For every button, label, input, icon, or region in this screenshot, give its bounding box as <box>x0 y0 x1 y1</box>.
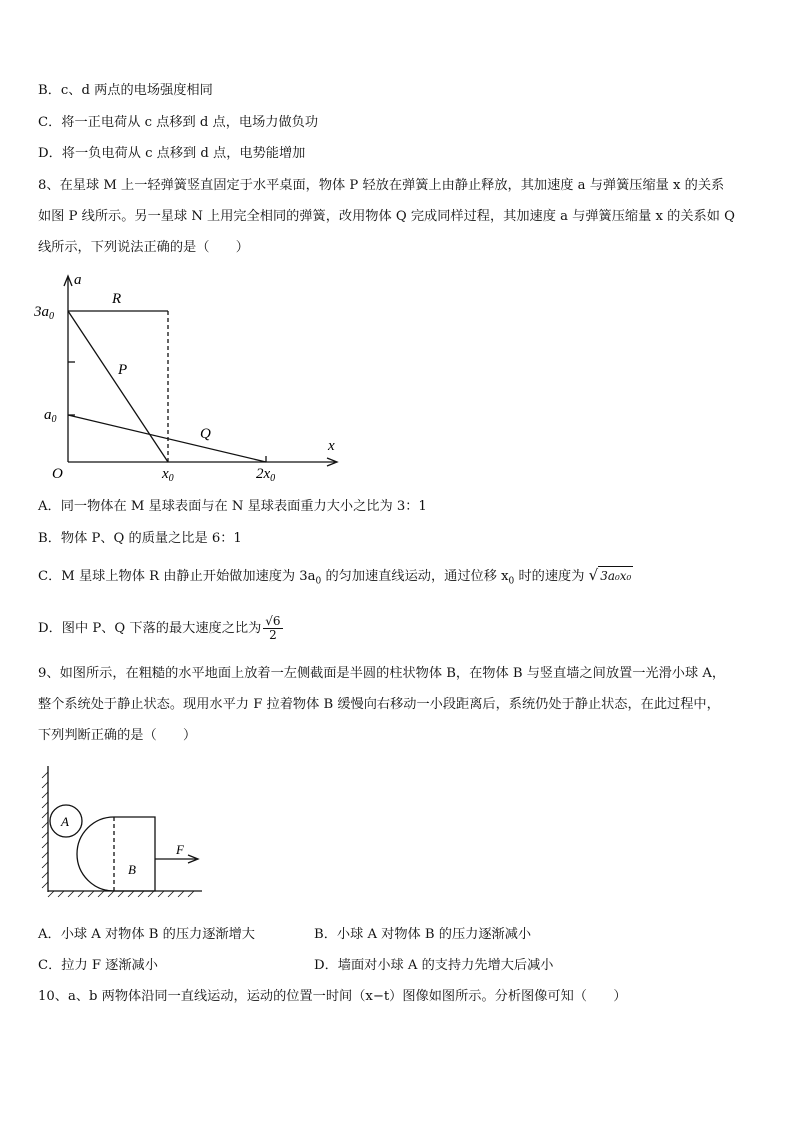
q9-stem-line3: 下列判断正确的是（ ） <box>38 728 197 743</box>
q9-figure <box>40 762 220 898</box>
q9-option-d: D．墙面对小球 A 的支持力先增大后减小 <box>314 958 554 973</box>
q9-label-b: B <box>128 862 136 877</box>
q9-stem-line2: 整个系统处于静止状态。现用水平力 F 拉着物体 B 缓慢向右移动一小段距离后，系统仍处于静止状态，在此过程中， <box>38 697 720 712</box>
q8-label-p: P <box>118 362 128 378</box>
q9-stem-line1: 9、如图所示，在粗糙的水平地面上放着一左侧截面是半圆的柱状物体 B，在物体 B 与竖直墙之间放置一光滑小球 A， <box>38 666 726 681</box>
q8-tick-2x0: $2x_0$ <box>256 466 276 483</box>
q8-label-r: R <box>112 291 122 307</box>
q8-option-a: A．同一物体在 M 星球表面与在 N 星球表面重力大小之比为 3：1 <box>38 499 427 514</box>
q8-line-p <box>68 311 168 462</box>
q8-option-c-sqrt: 3a₀x₀ <box>598 566 633 585</box>
q7-option-d: D．将一负电荷从 c 点移到 d 点，电势能增加 <box>38 146 306 161</box>
q8-label-a: a <box>74 272 82 288</box>
q8-tick-a0: $a_0$ <box>44 407 57 425</box>
q7-option-b: B．c、d 两点的电场强度相同 <box>38 83 213 98</box>
q8-option-c: C．M 星球上物体 R 由静止开始做加速度为 $3a_0$ 的匀加速直线运动，通过位移 $x_0$ 时的速度为 √ 3a₀x₀ <box>38 566 632 587</box>
q8-line-q <box>68 415 266 462</box>
q8-tick-3a0: $3a_0$ <box>34 304 54 322</box>
q8-label-x: x <box>328 438 335 454</box>
q8-label-q: Q <box>200 426 211 442</box>
q9-option-b: B．小球 A 对物体 B 的压力逐渐减小 <box>314 927 532 942</box>
q8-graph <box>30 268 350 483</box>
q9-option-a: A．小球 A 对物体 B 的压力逐渐增大 <box>38 927 255 942</box>
q9-option-c: C．拉力 F 逐渐减小 <box>38 958 158 973</box>
q8-option-b: B．物体 P、Q 的质量之比是 6：1 <box>38 531 242 546</box>
q8-label-origin: O <box>52 466 63 482</box>
q8-stem-line3: 线所示，下列说法正确的是（ ） <box>38 240 249 255</box>
q8-stem-line2: 如图 P 线所示。另一星球 N 上用完全相同的弹簧，改用物体 Q 完成同样过程，其加速度 a 与弹簧压缩量 x 的关系如 Q <box>38 209 735 224</box>
q9-label-f: F <box>176 842 184 857</box>
q10-stem: 10、a、b 两物体沿同一直线运动，运动的位置一时间（x−t）图像如图所示。分析图像可知（ ） <box>38 989 627 1004</box>
q8-option-d-fraction: $\frac{√6}{2}$ <box>265 614 281 642</box>
q8-stem-line1: 8、在星球 M 上一轻弹簧竖直固定于水平桌面，物体 P 轻放在弹簧上由静止释放，其加速度 a 与弹簧压缩量 x 的关系 <box>38 178 725 193</box>
q7-option-c: C．将一正电荷从 c 点移到 d 点，电场力做负功 <box>38 115 319 130</box>
q8-tick-x0: $x_0$ <box>162 466 174 483</box>
q9-block-b <box>77 817 155 891</box>
q8-option-d: D．图中 P、Q 下落的最大速度之比为 $\frac{√6}{2}$ <box>38 614 281 642</box>
q9-label-a: A <box>61 814 69 829</box>
